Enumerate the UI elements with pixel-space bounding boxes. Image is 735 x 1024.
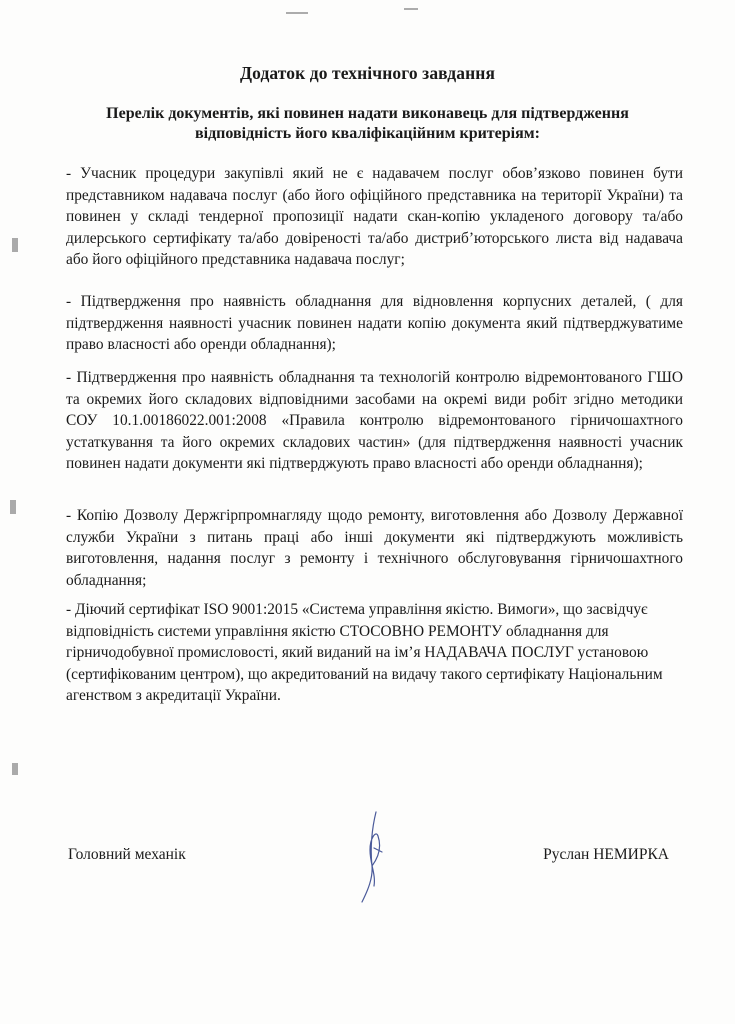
requirement-paragraph: - Учасник процедури закупівлі який не є надавачем послуг обов’язково повинен бути представником надавача послуг (або його офіційного представника на території України) та повинен у складі тендерної пропозиції надати скан-копію укладеного договору та/або дилерського сертифікату та/або довіреності та/або дистриб’юторського листа від надавача або його офіційного представника надавача послуг;: [66, 165, 683, 268]
scan-punch-mark: [12, 763, 18, 775]
requirement-paragraph: - Підтвердження про наявність обладнання та технологій контролю відремонтованого ГШО та окремих його складових відповідними засобами на окремі види робіт згідно методики СОУ 10.1.00186022.001:2008 «Правила контролю відремонтованого гірничошахтного устаткування та його окремих складових частин» (для підтвердження наявності учасник повинен надати документи які підтверджують право власності або оренди обладнання);: [66, 369, 683, 472]
requirement-paragraph: - Копію Дозволу Держгірпромнагляду щодо ремонту, виготовлення або Дозволу Державної служби України з питань праці або інші документи які підтверджують можливість виготовлення, надання послуг з ремонту і технічного обслуговування гірничошахтного обладнання;: [66, 507, 683, 589]
document-title: Додаток до технічного завдання: [239, 63, 496, 83]
requirement-paragraph: - Підтвердження про наявність обладнання для відновлення корпусних деталей, ( для підтвердження наявності учасник повинен надати копію документа який підтверджуватиме право власності або оренди обладнання);: [66, 293, 683, 353]
scan-speck: [286, 12, 308, 14]
handwritten-signature: [348, 808, 398, 908]
requirement-paragraph: - Діючий сертифікат ISO 9001:2015 «Система управління якістю. Вимоги», що засвідчує відповідність системи управління якістю СТОСОВНО РЕМОНТУ обладнання для гірничодобувної промисловості, який виданий на ім’я НАДАВАЧА ПОСЛУГ установою (сертифікованим центром), що акредитований на видачу такого сертифікату Національним агенством з акредитації України.: [66, 601, 663, 704]
document-subtitle: Перелік документів, які повинен надати виконавець для підтвердження відповідність його кваліфікаційним критеріям:: [106, 105, 629, 142]
scan-punch-mark: [10, 500, 16, 514]
scan-speck: [404, 8, 418, 10]
scan-punch-mark: [12, 238, 18, 252]
signatory-name: Руслан НЕМИРКА: [543, 846, 669, 863]
signatory-role: Головний механік: [68, 846, 186, 863]
